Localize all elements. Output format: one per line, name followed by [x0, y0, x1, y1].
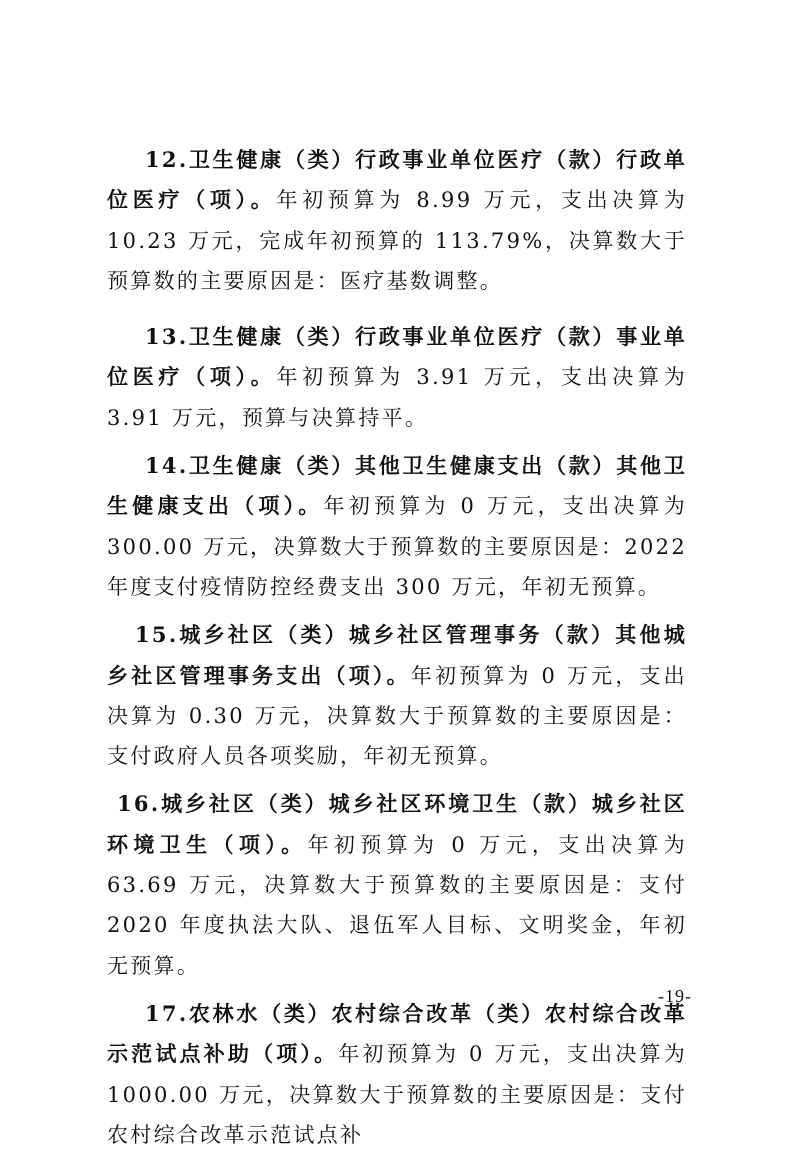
paragraph-17 — [107, 994, 687, 1155]
paragraph-17-body: 年初预算为 0 万元，支出决算为 1000.00 万元，决算数大于预算数的主要原因是：支付农村综合改革示范试点补 — [107, 1042, 688, 1147]
paragraph-12-body: 年初预算为 8.99 万元，支出决算为 10.23 万元，完成年初预算的 113.79%，决算数大于预算数的主要原因是：医疗基数调整。 — [107, 188, 687, 293]
paragraph-14-body: 年初预算为 0 万元，支出决算为 300.00 万元，决算数大于预算数的主要原因是：2022 年度支付疫情防控经费支出 300 万元，年初无预算。 — [107, 494, 687, 599]
page-number: -19- — [658, 986, 692, 1006]
document-body — [107, 140, 687, 1155]
paragraph-14 — [107, 446, 687, 607]
paragraph-15-body: 年初预算为 0 万元，支出决算为 0.30 万元，决算数大于预算数的主要原因是：支付政府人员各项奖励，年初无预算。 — [107, 663, 687, 769]
paragraph-12-heading: 12.卫生健康（类）行政事业单位医疗（款）行政单位医疗（项）。 — [107, 147, 687, 213]
paragraph-13-body: 年初预算为 3.91 万元，支出决算为 3.91 万元，预算与决算持平。 — [107, 365, 687, 430]
paragraph-15 — [107, 615, 687, 776]
paragraph-13 — [107, 317, 687, 438]
paragraph-13-heading: 13.卫生健康（类）行政事业单位医疗（款）事业单位医疗（项）。 — [107, 324, 687, 390]
paragraph-17-heading: 17.农林水（类）农村综合改革（类）农村综合改革示范试点补助（项）。 — [107, 1000, 687, 1067]
paragraph-16-body: 年初预算为 0 万元，支出决算为 63.69 万元，决算数大于预算数的主要原因是：支付 2020 年度执法大队、退伍军人目标、文明奖金，年初无预算。 — [107, 832, 687, 978]
paragraph-16-heading: 16.城乡社区（类）城乡社区环境卫生（款）城乡社区环境卫生（项）。 — [107, 791, 687, 857]
paragraph-12 — [107, 140, 687, 301]
paragraph-16 — [107, 784, 687, 985]
paragraph-14-heading: 14.卫生健康（类）其他卫生健康支出（款）其他卫生健康支出（项）。 — [107, 453, 687, 519]
paragraph-15-heading: 15.城乡社区（类）城乡社区管理事务（款）其他城乡社区管理事务支出（项）。 — [107, 622, 687, 688]
